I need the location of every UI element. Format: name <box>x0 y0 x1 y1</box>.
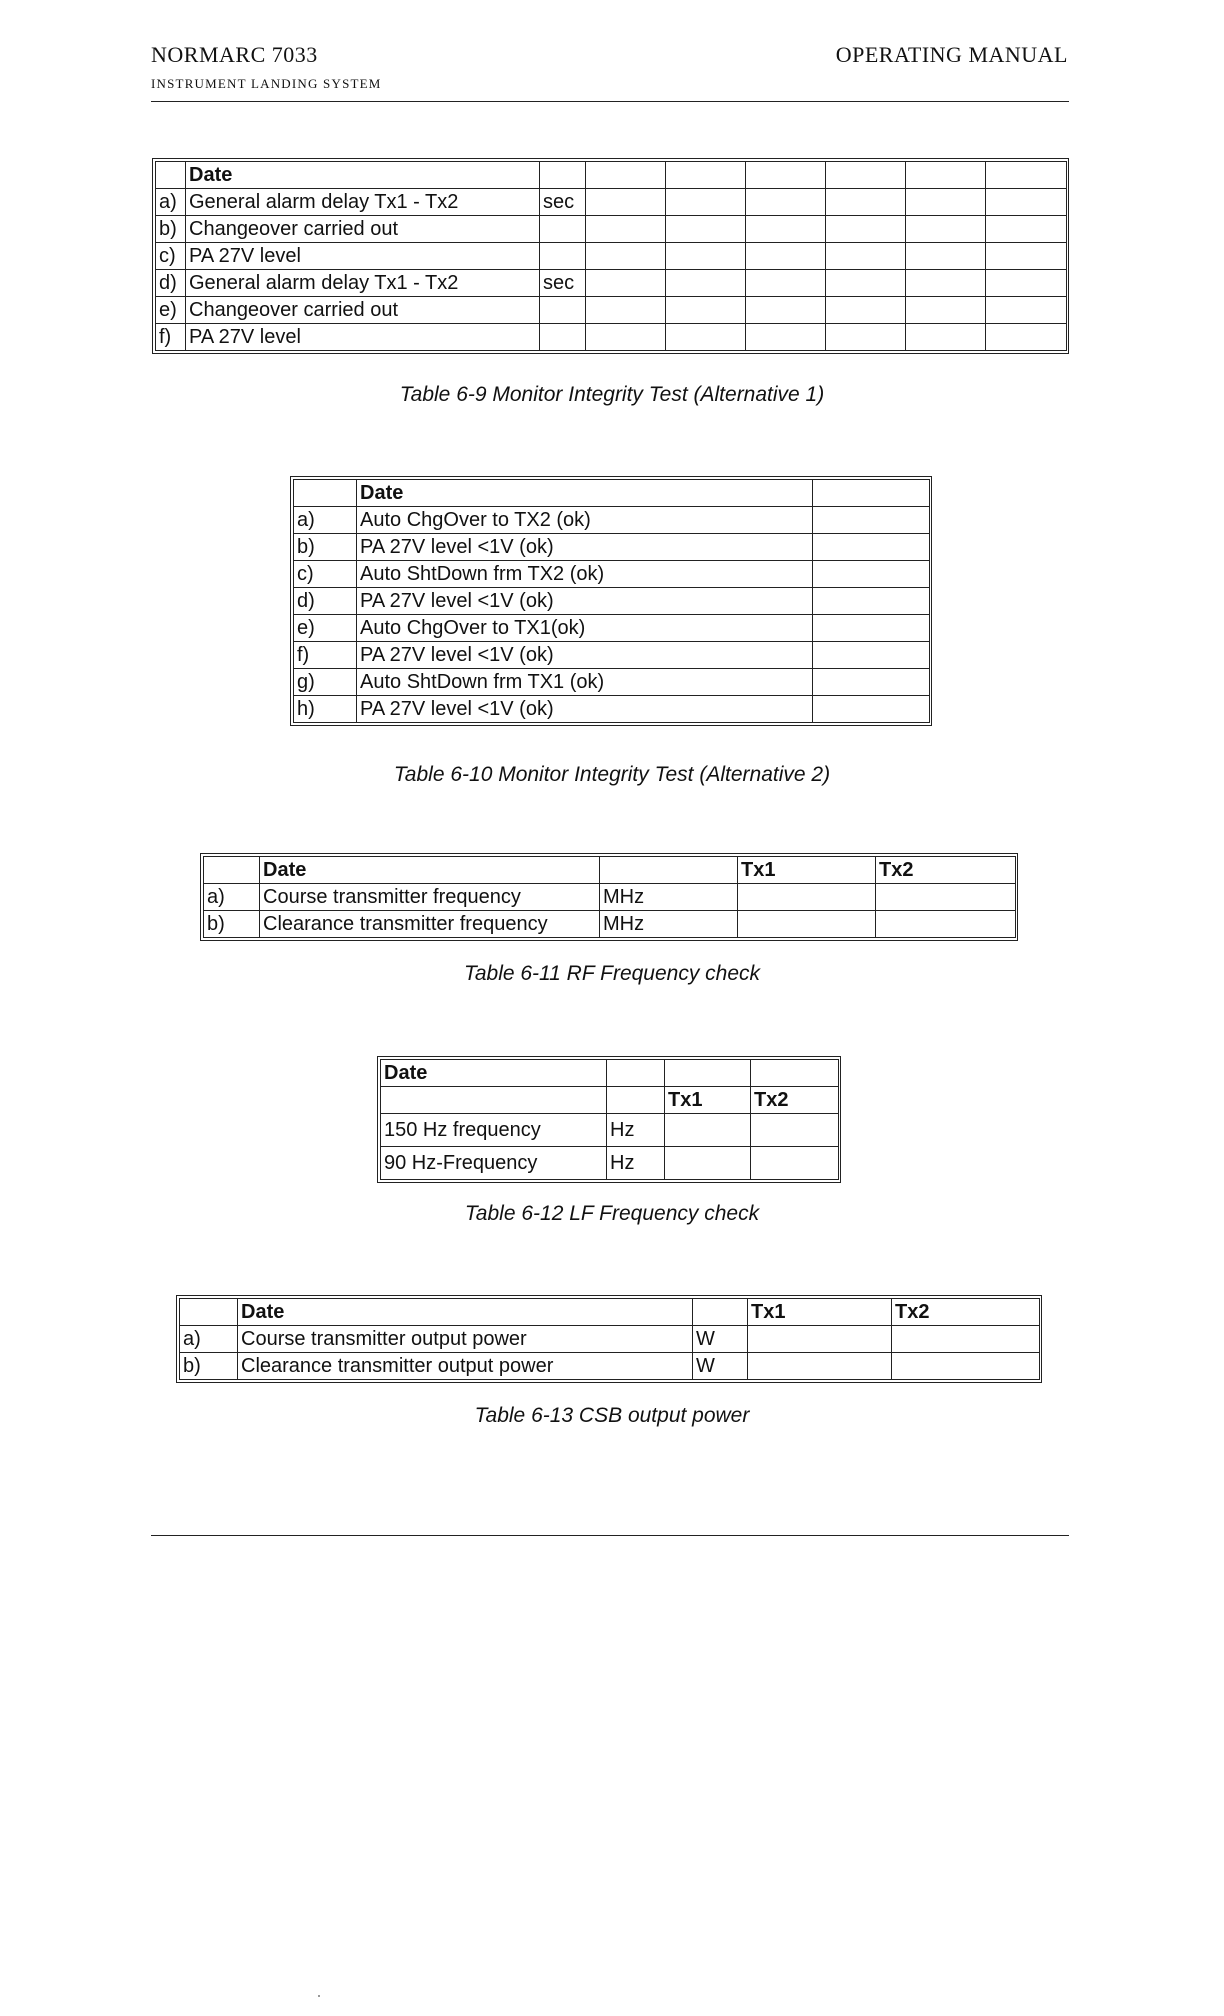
entry-cell[interactable] <box>586 243 666 270</box>
entry-cell[interactable] <box>986 297 1067 324</box>
table-row <box>381 1147 839 1180</box>
row-id: a) <box>204 884 260 911</box>
entry-cell[interactable] <box>813 561 930 588</box>
entry-cell[interactable] <box>906 216 986 243</box>
tx1-header: Tx1 <box>738 857 876 884</box>
row-unit: sec <box>540 270 586 297</box>
table-caption: Table 6-9 Monitor Integrity Test (Alternative 1) <box>399 383 825 406</box>
row-label: Auto ChgOver to TX2 (ok) <box>357 507 813 534</box>
row-unit <box>540 324 586 351</box>
table-6-9 <box>152 158 1069 354</box>
footer-rule <box>151 1535 1069 1536</box>
tx1-entry-cell[interactable] <box>738 911 876 938</box>
entry-cell[interactable] <box>906 297 986 324</box>
entry-cell[interactable] <box>826 270 906 297</box>
tx2-entry-cell[interactable] <box>751 1147 839 1180</box>
tx2-entry-cell[interactable] <box>892 1353 1040 1380</box>
row-label: Changeover carried out <box>186 216 540 243</box>
entry-cell[interactable] <box>986 324 1067 351</box>
tx1-header: Tx1 <box>748 1299 892 1326</box>
manual-title: OPERATING MANUAL <box>835 42 1068 67</box>
entry-cell[interactable] <box>746 216 826 243</box>
date-header: Date <box>238 1299 693 1326</box>
table-6-12 <box>377 1056 841 1183</box>
entry-cell[interactable] <box>906 243 986 270</box>
table-header-row <box>156 162 1067 189</box>
row-label: General alarm delay Tx1 - Tx2 <box>186 270 540 297</box>
tx2-entry-cell[interactable] <box>751 1114 839 1147</box>
table-header-row <box>204 857 1016 884</box>
date-header: Date <box>381 1060 607 1087</box>
table-row <box>381 1114 839 1147</box>
product-subtitle: INSTRUMENT LANDING SYSTEM <box>151 76 382 91</box>
row-id: c) <box>294 561 357 588</box>
date-header: Date <box>260 857 600 884</box>
row-id: h) <box>294 696 357 723</box>
entry-cell[interactable] <box>746 324 826 351</box>
tx1-entry-cell[interactable] <box>748 1326 892 1353</box>
table-row <box>294 588 930 615</box>
entry-cell[interactable] <box>813 696 930 723</box>
row-id: b) <box>180 1353 238 1380</box>
table-row <box>294 615 930 642</box>
row-id: a) <box>180 1326 238 1353</box>
row-unit: W <box>693 1353 748 1380</box>
entry-cell[interactable] <box>813 615 930 642</box>
entry-cell[interactable] <box>813 534 930 561</box>
entry-cell[interactable] <box>746 297 826 324</box>
row-label: General alarm delay Tx1 - Tx2 <box>186 189 540 216</box>
entry-cell[interactable] <box>826 324 906 351</box>
entry-cell[interactable] <box>586 324 666 351</box>
entry-cell[interactable] <box>986 216 1067 243</box>
date-header: Date <box>186 162 540 189</box>
row-unit: Hz <box>607 1114 665 1147</box>
row-id: a) <box>294 507 357 534</box>
table-row <box>180 1326 1040 1353</box>
row-id: b) <box>294 534 357 561</box>
row-label: 150 Hz frequency <box>381 1114 607 1147</box>
table-row <box>294 507 930 534</box>
tx1-entry-cell[interactable] <box>665 1147 751 1180</box>
entry-cell[interactable] <box>826 297 906 324</box>
row-id: f) <box>156 324 186 351</box>
table-row <box>156 270 1067 297</box>
tx1-entry-cell[interactable] <box>748 1353 892 1380</box>
tx2-entry-cell[interactable] <box>892 1326 1040 1353</box>
tx1-entry-cell[interactable] <box>665 1114 751 1147</box>
row-id: d) <box>294 588 357 615</box>
table-row <box>156 189 1067 216</box>
entry-cell[interactable] <box>826 243 906 270</box>
row-label: PA 27V level <box>186 324 540 351</box>
row-id: f) <box>294 642 357 669</box>
row-label: Course transmitter output power <box>238 1326 693 1353</box>
table-header-row <box>180 1299 1040 1326</box>
row-unit: MHz <box>600 911 738 938</box>
table-row <box>180 1353 1040 1380</box>
row-id: c) <box>156 243 186 270</box>
row-id: b) <box>156 216 186 243</box>
row-label: Course transmitter frequency <box>260 884 600 911</box>
table-header-row <box>294 480 930 507</box>
row-unit <box>540 216 586 243</box>
document-header-left <box>151 42 382 92</box>
date-header: Date <box>357 480 813 507</box>
row-label: Auto ChgOver to TX1(ok) <box>357 615 813 642</box>
row-id: d) <box>156 270 186 297</box>
row-label: Changeover carried out <box>186 297 540 324</box>
table-row <box>156 324 1067 351</box>
row-id: a) <box>156 189 186 216</box>
entry-cell[interactable] <box>906 189 986 216</box>
table-6-13 <box>176 1295 1042 1383</box>
tx1-entry-cell[interactable] <box>738 884 876 911</box>
entry-cell[interactable] <box>666 216 746 243</box>
table-6-11 <box>200 853 1018 941</box>
table-row <box>294 534 930 561</box>
entry-cell[interactable] <box>586 297 666 324</box>
table-row <box>294 669 930 696</box>
tx2-entry-cell[interactable] <box>876 884 1016 911</box>
row-unit: W <box>693 1326 748 1353</box>
row-unit: sec <box>540 189 586 216</box>
entry-cell[interactable] <box>813 588 930 615</box>
row-id: e) <box>294 615 357 642</box>
tx2-header: Tx2 <box>892 1299 1040 1326</box>
row-label: Auto ShtDown frm TX1 (ok) <box>357 669 813 696</box>
tx2-header: Tx2 <box>751 1087 839 1114</box>
entry-cell[interactable] <box>666 189 746 216</box>
row-label: PA 27V level <1V (ok) <box>357 696 813 723</box>
table-row <box>204 911 1016 938</box>
entry-cell[interactable] <box>813 669 930 696</box>
table-row <box>294 642 930 669</box>
entry-cell[interactable] <box>666 324 746 351</box>
entry-cell[interactable] <box>813 507 930 534</box>
table-caption: Table 6-11 RF Frequency check <box>463 962 761 985</box>
entry-cell[interactable] <box>826 189 906 216</box>
table-6-10 <box>290 476 932 726</box>
tx2-entry-cell[interactable] <box>876 911 1016 938</box>
entry-cell[interactable] <box>666 270 746 297</box>
entry-cell[interactable] <box>586 216 666 243</box>
table-caption: Table 6-10 Monitor Integrity Test (Alternative 2) <box>393 763 831 786</box>
entry-cell[interactable] <box>986 243 1067 270</box>
entry-cell[interactable] <box>746 270 826 297</box>
entry-cell[interactable] <box>826 216 906 243</box>
row-id: e) <box>156 297 186 324</box>
tx2-header: Tx2 <box>876 857 1016 884</box>
entry-cell[interactable] <box>813 642 930 669</box>
entry-cell[interactable] <box>666 243 746 270</box>
entry-cell[interactable] <box>586 189 666 216</box>
entry-cell[interactable] <box>746 189 826 216</box>
row-label: PA 27V level <1V (ok) <box>357 642 813 669</box>
entry-cell[interactable] <box>986 270 1067 297</box>
product-title: NORMARC 7033 <box>151 42 318 67</box>
row-id: b) <box>204 911 260 938</box>
table-row <box>204 884 1016 911</box>
row-label: PA 27V level <1V (ok) <box>357 588 813 615</box>
row-id: g) <box>294 669 357 696</box>
table-row <box>294 696 930 723</box>
table-row <box>156 297 1067 324</box>
row-unit: MHz <box>600 884 738 911</box>
table-row <box>156 216 1067 243</box>
table-subheader-row <box>381 1087 839 1114</box>
header-rule <box>151 101 1069 102</box>
table-row <box>294 561 930 588</box>
table-row <box>156 243 1067 270</box>
row-label: Clearance transmitter frequency <box>260 911 600 938</box>
entry-cell[interactable] <box>666 297 746 324</box>
row-label: Auto ShtDown frm TX2 (ok) <box>357 561 813 588</box>
row-label: PA 27V level <1V (ok) <box>357 534 813 561</box>
row-unit <box>540 297 586 324</box>
entry-cell[interactable] <box>586 270 666 297</box>
table-caption: Table 6-12 LF Frequency check <box>464 1202 760 1225</box>
scan-speck <box>318 1995 320 1997</box>
row-label: Clearance transmitter output power <box>238 1353 693 1380</box>
entry-cell[interactable] <box>746 243 826 270</box>
row-unit: Hz <box>607 1147 665 1180</box>
table-caption: Table 6-13 CSB output power <box>474 1404 750 1427</box>
entry-cell[interactable] <box>906 270 986 297</box>
table-header-row <box>381 1060 839 1087</box>
row-unit <box>540 243 586 270</box>
tx1-header: Tx1 <box>665 1087 751 1114</box>
row-label: 90 Hz-Frequency <box>381 1147 607 1180</box>
row-label: PA 27V level <box>186 243 540 270</box>
entry-cell[interactable] <box>906 324 986 351</box>
entry-cell[interactable] <box>986 189 1067 216</box>
